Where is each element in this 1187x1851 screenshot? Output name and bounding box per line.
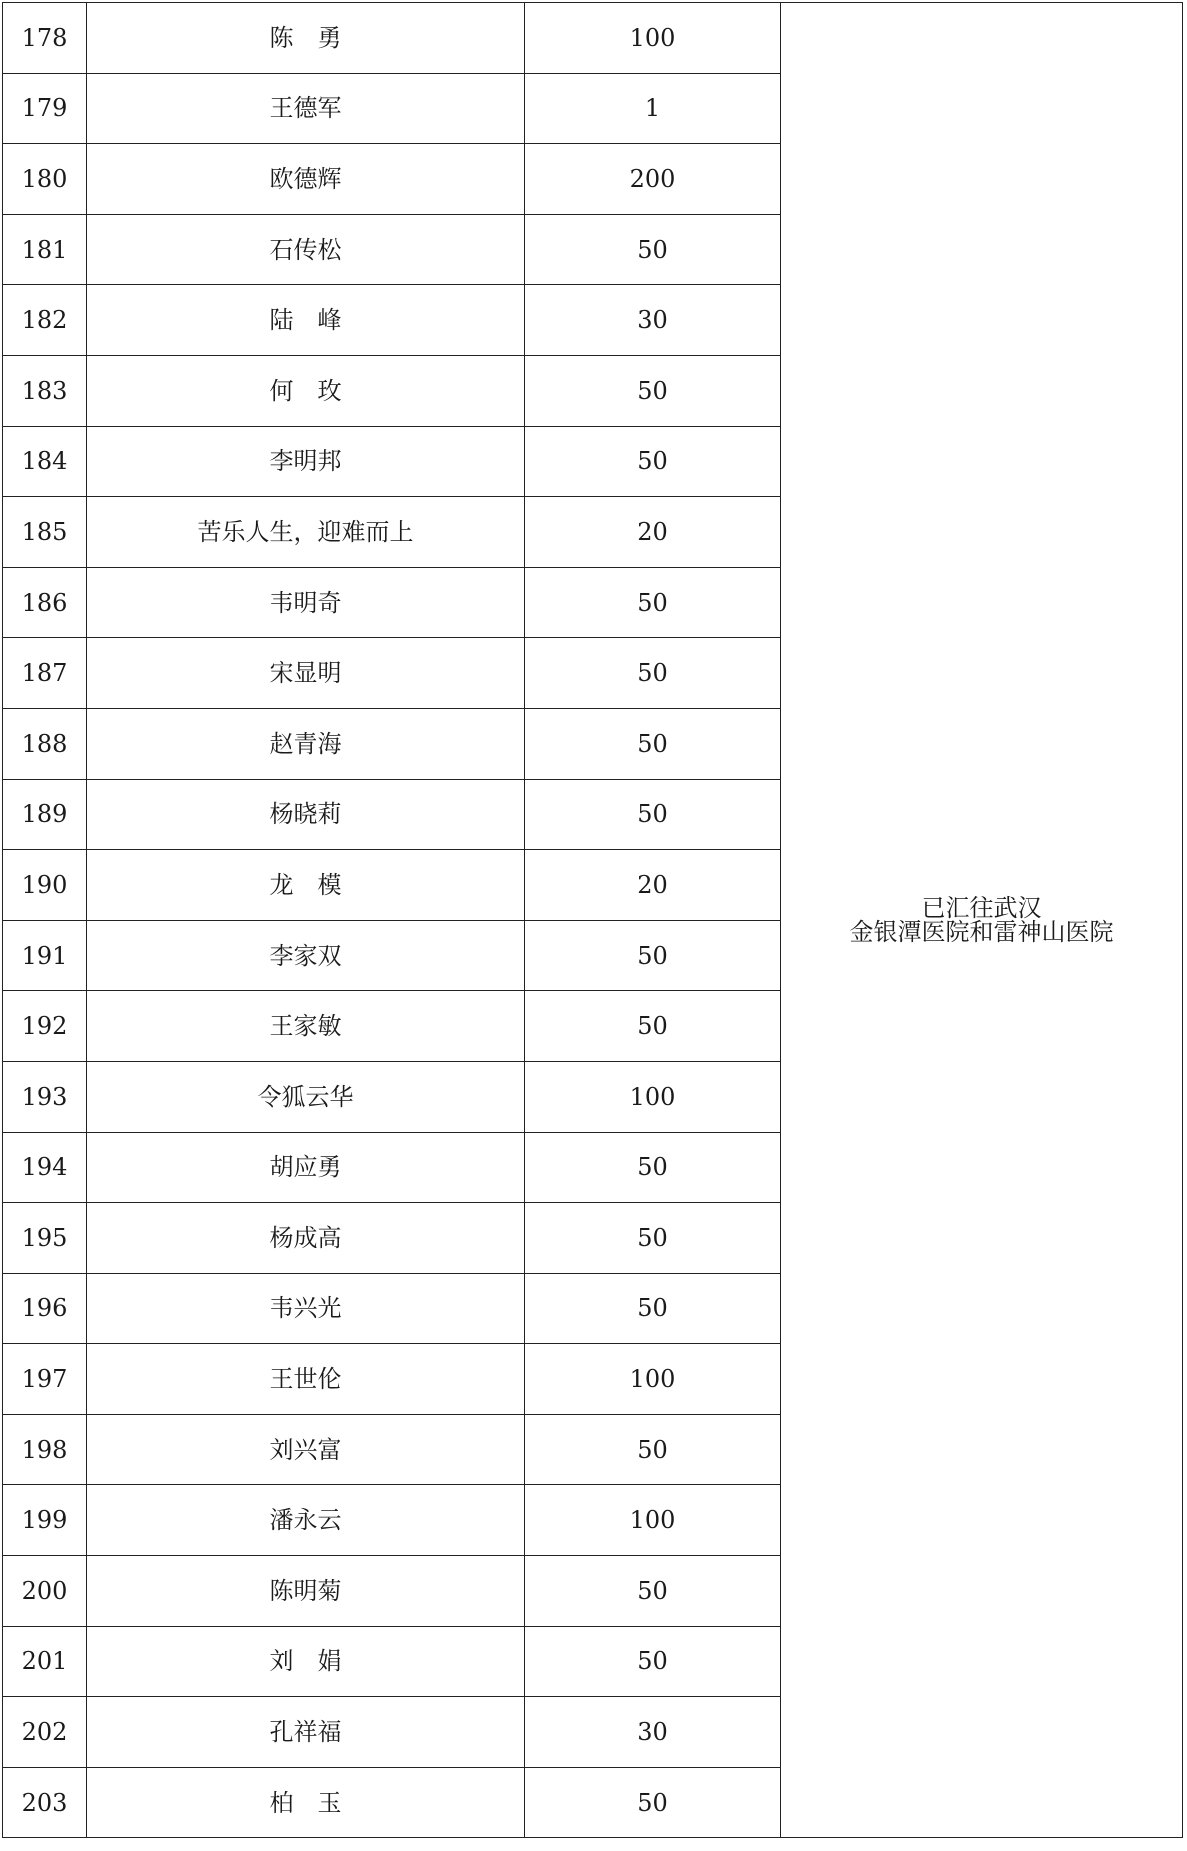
row-number: 188 <box>3 708 87 779</box>
remittance-note-line1: 已汇往武汉 <box>921 894 1042 923</box>
row-number: 193 <box>3 1061 87 1132</box>
row-number: 203 <box>3 1767 87 1838</box>
row-number: 183 <box>3 355 87 426</box>
donation-amount: 50 <box>525 920 781 991</box>
row-number: 191 <box>3 920 87 991</box>
donation-amount: 1 <box>525 73 781 144</box>
donor-name: 令狐云华 <box>87 1061 525 1132</box>
row-number: 199 <box>3 1485 87 1556</box>
donation-amount: 50 <box>525 1767 781 1838</box>
donor-name: 李家双 <box>87 920 525 991</box>
row-number: 187 <box>3 638 87 709</box>
row-number: 194 <box>3 1132 87 1203</box>
row-number: 196 <box>3 1273 87 1344</box>
row-number: 198 <box>3 1414 87 1485</box>
donor-name: 石传松 <box>87 214 525 285</box>
row-number: 180 <box>3 144 87 215</box>
donation-amount: 50 <box>525 638 781 709</box>
donation-amount: 50 <box>525 1273 781 1344</box>
donation-amount: 50 <box>525 1414 781 1485</box>
donation-amount: 50 <box>525 708 781 779</box>
donation-amount: 50 <box>525 214 781 285</box>
donor-name: 杨成高 <box>87 1203 525 1274</box>
donation-amount: 50 <box>525 355 781 426</box>
donation-table-body <box>3 3 1183 1838</box>
donor-name: 王家敏 <box>87 991 525 1062</box>
donation-amount: 100 <box>525 3 781 74</box>
donor-name: 龙 模 <box>87 850 525 921</box>
row-number: 190 <box>3 850 87 921</box>
row-number: 202 <box>3 1697 87 1768</box>
row-number: 201 <box>3 1626 87 1697</box>
remittance-note-line2: 金银潭医院和雷神山医院 <box>849 918 1114 947</box>
donation-amount: 50 <box>525 567 781 638</box>
donor-name: 杨晓莉 <box>87 779 525 850</box>
remittance-note <box>781 3 1183 1838</box>
donor-name: 潘永云 <box>87 1485 525 1556</box>
donation-amount: 100 <box>525 1061 781 1132</box>
donor-name: 何 玫 <box>87 355 525 426</box>
donor-name: 欧德辉 <box>87 144 525 215</box>
row-number: 197 <box>3 1344 87 1415</box>
donor-name: 王世伦 <box>87 1344 525 1415</box>
donor-name: 陈明菊 <box>87 1556 525 1627</box>
donation-amount: 50 <box>525 779 781 850</box>
donor-name: 赵青海 <box>87 708 525 779</box>
donation-amount: 100 <box>525 1485 781 1556</box>
row-number: 178 <box>3 3 87 74</box>
donation-amount: 50 <box>525 1203 781 1274</box>
row-number: 192 <box>3 991 87 1062</box>
donation-amount: 20 <box>525 850 781 921</box>
donor-name: 韦明奇 <box>87 567 525 638</box>
donation-amount: 50 <box>525 991 781 1062</box>
donor-name: 李明邦 <box>87 426 525 497</box>
row-number: 184 <box>3 426 87 497</box>
donor-name: 韦兴光 <box>87 1273 525 1344</box>
donor-name: 陈 勇 <box>87 3 525 74</box>
row-number: 195 <box>3 1203 87 1274</box>
donor-name: 刘兴富 <box>87 1414 525 1485</box>
row-number: 185 <box>3 497 87 568</box>
table-row <box>3 3 1183 74</box>
donation-amount: 50 <box>525 1556 781 1627</box>
row-number: 200 <box>3 1556 87 1627</box>
donor-name: 刘 娟 <box>87 1626 525 1697</box>
donor-name: 胡应勇 <box>87 1132 525 1203</box>
donation-amount: 20 <box>525 497 781 568</box>
row-number: 179 <box>3 73 87 144</box>
donor-name: 柏 玉 <box>87 1767 525 1838</box>
donor-name: 苦乐人生，迎难而上 <box>87 497 525 568</box>
donation-amount: 50 <box>525 1626 781 1697</box>
donation-amount: 100 <box>525 1344 781 1415</box>
donor-name: 陆 峰 <box>87 285 525 356</box>
donation-amount: 200 <box>525 144 781 215</box>
donation-amount: 30 <box>525 285 781 356</box>
row-number: 182 <box>3 285 87 356</box>
donation-amount: 50 <box>525 1132 781 1203</box>
donation-table <box>2 2 1183 1838</box>
donor-name: 孔祥福 <box>87 1697 525 1768</box>
donor-name: 宋显明 <box>87 638 525 709</box>
donor-name: 王德军 <box>87 73 525 144</box>
row-number: 186 <box>3 567 87 638</box>
donation-amount: 30 <box>525 1697 781 1768</box>
row-number: 189 <box>3 779 87 850</box>
row-number: 181 <box>3 214 87 285</box>
donation-amount: 50 <box>525 426 781 497</box>
